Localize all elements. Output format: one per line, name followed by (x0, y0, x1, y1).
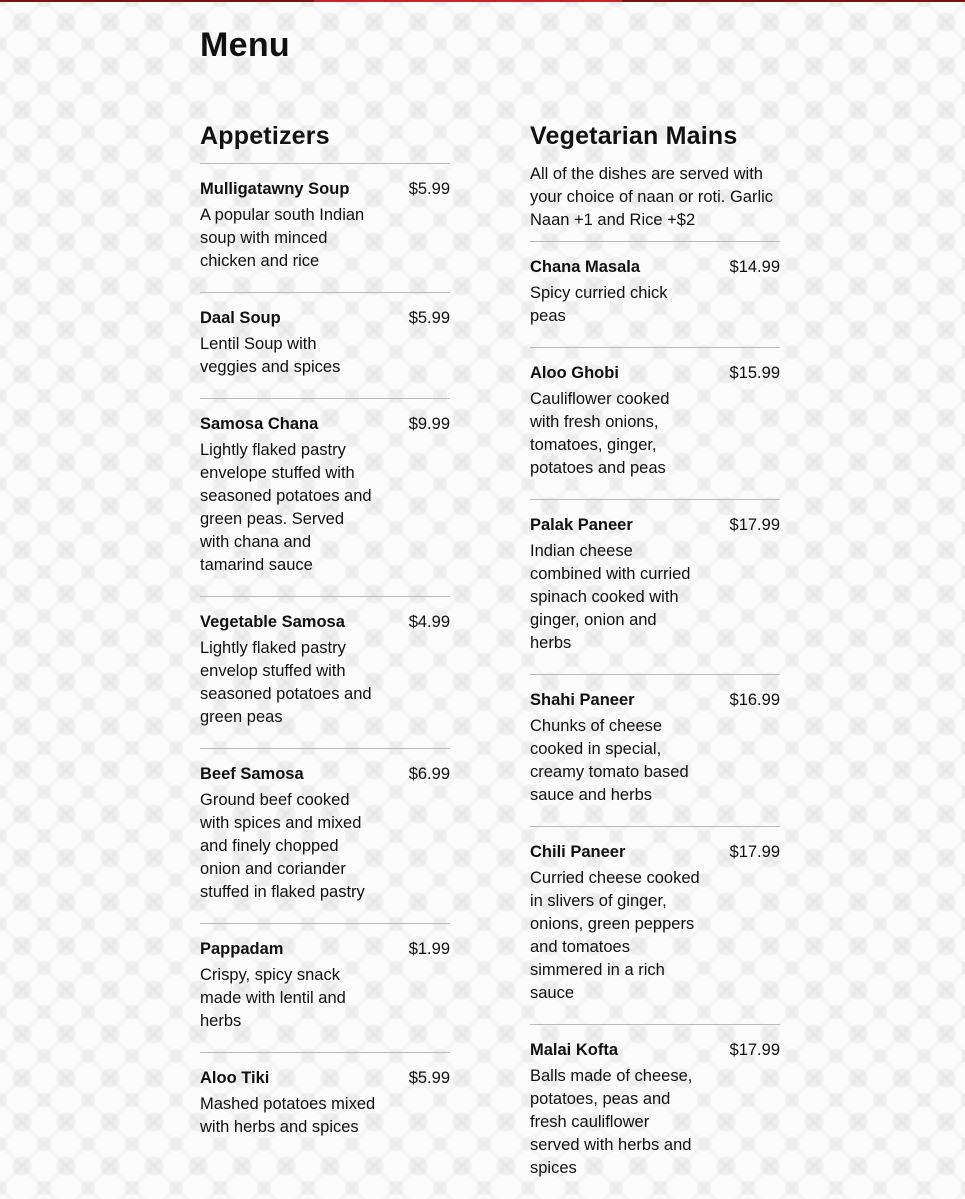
menu-item-header (530, 1039, 780, 1061)
top-accent-bar (0, 0, 965, 2)
menu-item-price: $17.99 (729, 843, 780, 861)
menu-item-name: Palak Paneer (530, 516, 633, 534)
menu-item-description: Lightly flaked pastry envelope stuffed with seasoned potatoes and green peas. Served with chana and tamarind sauce (200, 441, 372, 574)
menu-item (530, 499, 780, 674)
menu-item-price: $1.99 (408, 940, 450, 958)
section-title-vegetarian-mains: Vegetarian Mains (530, 122, 738, 150)
menu-item-header (530, 689, 780, 711)
menu-item-name: Shahi Paneer (530, 691, 635, 709)
menu-item-price: $5.99 (408, 309, 450, 327)
menu-item-name: Chana Masala (530, 258, 641, 276)
menu-item-price: $15.99 (729, 364, 780, 382)
appetizers-section (200, 118, 450, 1158)
menu-item-price: $6.99 (408, 765, 450, 783)
menu-item-price: $17.99 (729, 1041, 780, 1059)
menu-item (200, 923, 450, 1052)
menu-item-price: $5.99 (408, 180, 450, 198)
menu-item (530, 1024, 780, 1199)
page-title: Menu (200, 26, 290, 64)
menu-item-name: Vegetable Samosa (200, 613, 345, 631)
menu-item (530, 241, 780, 347)
menu-item-header (200, 413, 450, 435)
menu-item-description: Spicy curried chick peas (530, 284, 668, 325)
menu-item-header (200, 763, 450, 785)
menu-item-description: Crispy, spicy snack made with lentil and herbs (200, 966, 346, 1030)
menu-item (200, 596, 450, 748)
menu-item-description: Lightly flaked pastry envelop stuffed with seasoned potatoes and green peas (200, 639, 372, 726)
menu-item-price: $9.99 (408, 415, 450, 433)
menu-item-price: $5.99 (408, 1069, 450, 1087)
menu-item-header (530, 514, 780, 536)
menu-item-name: Malai Kofta (530, 1041, 619, 1059)
menu-item-description: A popular south Indian soup with minced chicken and rice (200, 206, 365, 270)
appetizers-list (200, 163, 450, 1158)
menu-item-price: $14.99 (729, 258, 780, 276)
section-title-appetizers: Appetizers (200, 122, 330, 150)
vegetarian-mains-section (530, 118, 780, 1199)
menu-item-header (530, 841, 780, 863)
menu-item (200, 748, 450, 923)
menu-item-name: Chili Paneer (530, 843, 626, 861)
top-accent-highlight (314, 0, 622, 2)
menu-item (530, 347, 780, 499)
menu-item-header (200, 938, 450, 960)
menu-item-header (200, 611, 450, 633)
menu-item-name: Aloo Ghobi (530, 364, 619, 382)
menu-item-header (530, 256, 780, 278)
menu-item-name: Daal Soup (200, 309, 281, 327)
vegetarian-mains-list (530, 241, 780, 1199)
menu-item (200, 163, 450, 292)
menu-item-name: Beef Samosa (200, 765, 304, 783)
menu-item-price: $4.99 (408, 613, 450, 631)
menu-item-price: $17.99 (729, 516, 780, 534)
menu-item-header (530, 362, 780, 384)
menu-item-description: Lentil Soup with veggies and spices (200, 335, 341, 376)
menu-item-description: Balls made of cheese, potatoes, peas and fresh cauliflower served with herbs and spices (530, 1067, 693, 1177)
menu-item-header (200, 307, 450, 329)
menu-item-description: Mashed potatoes mixed with herbs and spices (200, 1095, 376, 1136)
menu-item-description: Curried cheese cooked in slivers of ginger, onions, green peppers and tomatoes simmered in a rich sauce (530, 869, 700, 1002)
menu-item-name: Mulligatawny Soup (200, 180, 350, 198)
menu-item (200, 398, 450, 596)
menu-item-description: Indian cheese combined with curried spinach cooked with ginger, onion and herbs (530, 542, 691, 652)
menu-item-price: $16.99 (729, 691, 780, 709)
menu-item (200, 1052, 450, 1158)
section-note: All of the dishes are served with your choice of naan or roti. Garlic Naan +1 and Rice +$2 (530, 165, 774, 229)
menu-item-description: Chunks of cheese cooked in special, creamy tomato based sauce and herbs (530, 717, 689, 804)
menu-item-description: Ground beef cooked with spices and mixed and finely chopped onion and coriander stuffed in flaked pastry (200, 791, 365, 901)
menu-item-name: Samosa Chana (200, 415, 319, 433)
menu-item (530, 826, 780, 1024)
menu-item-header (200, 178, 450, 200)
menu-item-description: Cauliflower cooked with fresh onions, tomatoes, ginger, potatoes and peas (530, 390, 670, 477)
menu-item-name: Aloo Tiki (200, 1069, 270, 1087)
menu-item (530, 674, 780, 826)
menu-item-name: Pappadam (200, 940, 284, 958)
menu-item-header (200, 1067, 450, 1089)
menu-item (200, 292, 450, 398)
